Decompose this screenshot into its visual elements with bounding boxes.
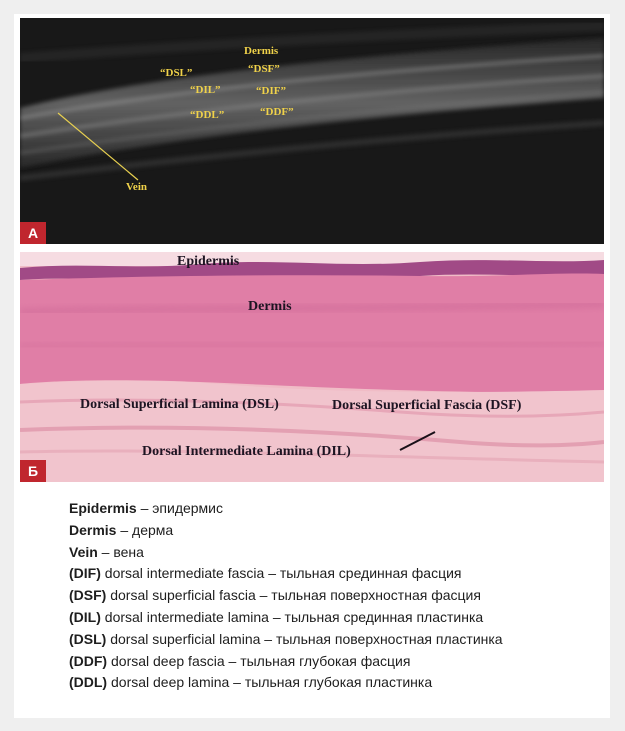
figure-sheet xyxy=(14,14,610,718)
legend-item: (DIL) dorsal intermediate lamina – тыльная срединная пластинка xyxy=(69,608,484,625)
us-label-dsf: “DSF” xyxy=(248,63,280,75)
histo-label-epidermis: Epidermis xyxy=(177,254,240,269)
panel-a-badge: A xyxy=(20,222,46,244)
histo-label-dsf: Dorsal Superficial Fascia (DSF) xyxy=(332,398,522,413)
histo-label-dil: Dorsal Intermediate Lamina (DIL) xyxy=(142,444,351,459)
us-label-ddl: “DDL” xyxy=(190,109,225,121)
legend-item: (DSL) dorsal superficial lamina – тыльная поверхностная пластинка xyxy=(69,630,503,647)
histo-label-dsl: Dorsal Superficial Lamina (DSL) xyxy=(80,397,279,412)
legend-item: (DDF) dorsal deep fascia – тыльная глубокая фасция xyxy=(69,652,411,669)
us-label-dif: “DIF” xyxy=(256,85,286,97)
legend-item: Epidermis – эпидермис xyxy=(69,500,223,516)
panel-b-badge: Б xyxy=(20,460,46,482)
legend-item: Dermis – дерма xyxy=(69,521,174,538)
legend-item: (DSF) dorsal superficial fascia – тыльная поверхностная фасция xyxy=(69,587,481,604)
us-label-dsl: “DSL” xyxy=(160,67,193,79)
us-label-dil: “DIL” xyxy=(190,84,221,96)
ultrasound-panel xyxy=(20,18,604,244)
histo-label-dermis: Dermis xyxy=(248,299,292,314)
legend-item: Vein – вена xyxy=(69,543,144,560)
us-label-dermis: Dermis xyxy=(244,45,279,57)
ultrasound-image xyxy=(20,18,604,244)
legend-item: (DIF) dorsal intermediate fascia – тыльная срединная фасция xyxy=(69,565,462,582)
us-label-vein: Vein xyxy=(126,181,147,193)
legend-item: (DDL) dorsal deep lamina – тыльная глубокая пластинка xyxy=(69,674,433,691)
legend xyxy=(69,498,599,694)
histology-panel xyxy=(20,252,604,482)
us-label-ddf: “DDF” xyxy=(260,106,294,118)
